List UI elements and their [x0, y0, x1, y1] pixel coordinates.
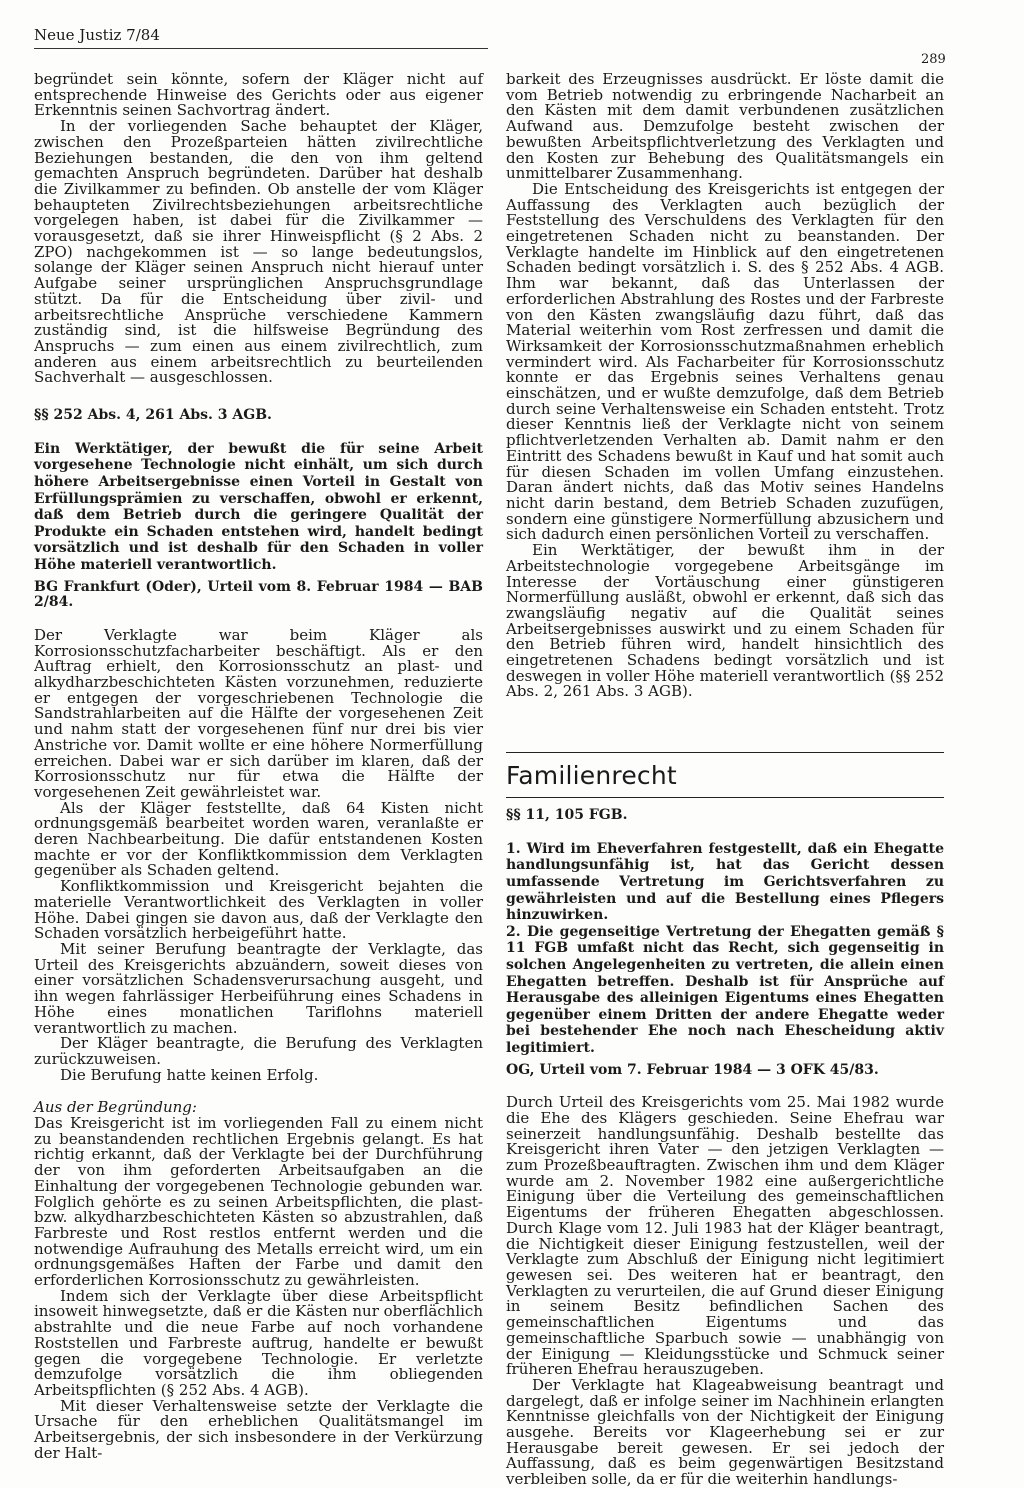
court-citation: BG Frankfurt (Oder), Urteil vom 8. Februar 1984 — BAB 2/84. — [34, 578, 483, 611]
paragraph: begründet sein könnte, sofern der Kläger nicht auf entsprechende Hinweise des Gerichts oder aus eigener Erkenntnis seinen Sachvortrag ändert. — [34, 70, 483, 120]
paragraph: Durch Urteil des Kreisgerichts vom 25. Mai 1982 wurde die Ehe des Klägers geschieden. Seine Ehefrau war seinerzeit handlungsunfähig. Deshalb bestellte das Kreisgericht ihren Vater — den jetzigen Verklagten — zum Prozeßbeauftragten. Zwischen ihm und dem Kläger wurde am 2. November 1982 eine außergerichtliche Einigung über die Verteilung des gemeinschaftlichen Eigentums der früheren Ehegatten abgeschlossen. Durch Klage vom 12. Juli 1983 hat der Kläger beantragt, die Nichtigkeit dieser Einigung festzustellen, weil der Verklagte zum Abschluß der Einigung nicht legitimiert gewesen sei. Des weiteren hat er beantragt, den Verklagten zu verurteilen, die auf Grund dieser Einigung in seinem Besitz befindlichen Sachen des gemeinschaftlichen Eigentums und das gemeinschaftliche Sparbuch sowie — unabhängig von der Einigung — Kleidungsstücke und Schmuck seiner früheren Ehefrau herauszugeben. — [506, 1093, 944, 1379]
paragraph: Der Verklagte hat Klageabweisung beantragt und dargelegt, daß er infolge seiner im Nachhinein erlangten Kenntnisse gleichfalls von der Nichtigkeit der Einigung ausgehe. Bereits vor Klageerhebung sei er zur Herausgabe bereit gewesen. Er sei jedoch der Auffassung, daß es beim gegenwärtigen Besitzstand verbleiben solle, da er für die weiterhin handlungs- — [506, 1375, 944, 1488]
headnote: Ein Werktätiger, der bewußt die für seine Arbeit vorgesehene Technologie nicht einhält, um sich durch höhere Arbeitsergebnisse einen Vorteil in Gestalt von Erfüllungsprämien zu verschaffen, obwohl er erkennt, daß dem Betrieb durch die geringere Qualität der Produkte ein Schaden entstehen wird, handelt bedingt vorsätzlich und ist deshalb für den Schaden in voller Höhe materiell verantwortlich. — [34, 440, 483, 573]
section-heading: §§ 11, 105 FGB. — [506, 807, 628, 824]
right-column — [506, 72, 944, 1488]
header-rule — [34, 48, 488, 49]
left-column — [34, 72, 483, 1461]
journal-header: Neue Justiz 7/84 — [34, 26, 160, 44]
paragraph: Konfliktkommission und Kreisgericht bejahten die materielle Verantwortlichkeit des Verklagten in voller Höhe. Dabei gingen sie davon aus, daß der Verklagte den Schaden vorsätzlich herbeigeführt hatte. — [34, 877, 483, 943]
paragraph: Die Entscheidung des Kreisgerichts ist entgegen der Auffassung des Verklagten auch bezüglich der Feststellung des Verschuldens des Verklagten für den eingetretenen Schaden nicht zu beanstanden. Der Verklagte handelte im Hinblick auf den eingetretenen Schaden bedingt vorsätzlich i. S. des § 252 Abs. 4 AGB. Ihm war bekannt, daß das Unterlassen der erforderlichen Abstrahlung des Rostes und der Farbreste von den Kästen zwangsläufig dazu führt, daß das Material weiterhin vom Rost zerfressen und damit die Wirksamkeit der Korrosionsschutzmaßnahmen erheblich vermindert wird. Als Facharbeiter für Korrosionsschutz konnte er das Ergebnis seines Verhaltens genau einschätzen, und er wußte demzufolge, daß dem Betrieb durch seine Verhaltensweise ein Schaden entsteht. Trotz dieser Kenntnis ließ der Verklagte nicht von seinem pflichtverletzenden Verhalten ab. Damit nahm er den Eintritt des Schadens bewußt in Kauf und hat somit auch für diesen Schaden im vollen Umfang einzustehen. Daran ändert nichts, daß das Motiv seines Handelns nicht darin bestand, dem Betrieb Schaden zuzufügen, sondern eine günstigere Normerfüllung abzusichern und sich dadurch einen persönlichen Vorteil zu verschaffen. — [506, 179, 944, 544]
court-citation: OG, Urteil vom 7. Februar 1984 — 3 OFK 45/83. — [506, 1061, 879, 1078]
paragraph: Indem sich der Verklagte über diese Arbeitspflicht insoweit hinwegsetzte, daß er die Kästen nur oberflächlich abstrahlte und die neue Farbe auf noch vorhandene Roststellen und Farbreste auftrug, handelte er bewußt gegen die vorgegebene Technologie. Er verletzte demzufolge vorsätzlich die ihm obliegenden Arbeitspflichten (§ 252 Abs. 4 AGB). — [34, 1286, 483, 1399]
paragraph: In der vorliegenden Sache behauptet der Kläger, zwischen den Prozeßparteien hätten zivilrechtliche Beziehungen bestanden, die den von ihm geltend gemachten Anspruch begründeten. Darüber hat deshalb die Zivilkammer zu befinden. Ob anstelle der vom Kläger behaupteten Zivilrechtsbeziehungen arbeitsrechtliche vorgelegen haben, ist dabei für die Zivilkammer — vorausgesetzt, daß sie ihrer Hinweispflicht (§ 2 Abs. 2 ZPO) nachgekommen ist — so lange bedeutungslos, solange der Kläger seinen Anspruch nicht hierauf unter Aufgabe seiner ursprünglichen Anspruchsgrundlage stützt. Da für die Entscheidung über zivil- und arbeitsrechtliche Ansprüche verschiedene Kammern zuständig sind, ist die hilfsweise Begründung des Anspruchs — zum einen aus einem zivilrechtlich, zum anderen aus einem arbeitsrechtlich zu beurteilenden Sachverhalt — ausgeschlossen. — [34, 117, 483, 387]
paragraph: Die Berufung hatte keinen Erfolg. — [60, 1065, 319, 1084]
headnote: 1. Wird im Eheverfahren festgestellt, daß ein Ehegatte handlungsunfähig ist, hat das Gericht dessen umfassende Vertretung im Gerichtsverfahren zu gewährleisten und auf die Bestellung eines Pflegers hinzuwirken. — [506, 840, 944, 924]
paragraph: Der Verklagte war beim Kläger als Korrosionsschutzfacharbeiter beschäftigt. Als er den Auftrag erhielt, den Korrosionsschutz an plast- und alkydharzbeschichteten Kästen vorzunehmen, reduzierte er entgegen der vorgeschriebenen Technologie die Sandstrahlarbeiten auf die Hälfte der vorgesehenen Zeit und nahm statt der vorgesehenen fünf nur drei bis vier Anstriche vor. Damit wollte er eine höhere Normerfüllung erreichen. Dabei war er sich darüber im klaren, daß der Korrosionsschutz nur für etwa die Hälfte der vorgesehenen Zeit gewährleistet war. — [34, 625, 483, 801]
section-heading: §§ 252 Abs. 4, 261 Abs. 3 AGB. — [34, 407, 272, 424]
section-title: Familienrecht — [506, 761, 677, 791]
headnote: 2. Die gegenseitige Vertretung der Ehegatten gemäß § 11 FGB umfaßt nicht das Recht, sich gegenseitig in solchen Angelegenheiten zu vertreten, die allein einen Ehegatten betreffen. Deshalb ist für Ansprüche auf Herausgabe des alleinigen Eigentums eines Ehegatten gegenüber einem Dritten der andere Ehegatte weder bei bestehender Ehe noch nach Ehescheidung aktiv legitimiert. — [506, 923, 944, 1056]
reasons-heading: Aus der Begründung: — [34, 1098, 197, 1117]
paragraph: Mit dieser Verhaltensweise setzte der Verklagte die Ursache für den erheblichen Qualitätsmangel im Arbeitsergebnis, der sich insbesondere in der Verkürzung der Halt- — [34, 1396, 483, 1462]
paragraph: Der Kläger beantragte, die Berufung des Verklagten zurückzuweisen. — [34, 1034, 483, 1068]
paragraph: Das Kreisgericht ist im vorliegenden Fall zu einem nicht zu beanstandenden rechtlichen Ergebnis gelangt. Es hat richtig erkannt, daß der Verklagte bei der Durchführung der von ihm geforderten Arbeitsaufgaben an die Einhaltung der vorgegebenen Technologie gebunden war. Folglich gehörte es zu seinen Arbeitspflichten, die plast- bzw. alkydharzbeschichteten Kästen so abzustrahlen, daß Farbreste und Rost restlos entfernt werden und die notwendige Aufrauhung des Metalls erreicht wird, um ein ordnungsgemäßes Haften der Farbe und damit den erforderlichen Korrosionsschutz zu gewährleisten. — [34, 1114, 483, 1290]
page-number: 289 — [921, 52, 946, 67]
paragraph: Mit seiner Berufung beantragte der Verklagte, das Urteil des Kreisgerichts abzuändern, soweit dieses von einer vorsätzlichen Schadensverursachung ausgeht, und ihn wegen fahrlässiger Herbeiführung eines Schadens in Höhe eines monatlichen Tariflohns materiell verantwortlich zu machen. — [34, 939, 483, 1037]
paragraph: Als der Kläger feststellte, daß 64 Kisten nicht ordnungsgemäß bearbeitet worden waren, veranlaßte er deren Nachbearbeitung. Die dafür entstandenen Kosten machte er vor der Konfliktkommission dem Verklagten gegenüber als Schaden geltend. — [34, 798, 483, 880]
paragraph: barkeit des Erzeugnisses ausdrückt. Er löste damit die vom Betrieb notwendig zu erbringende Nacharbeit an den Kästen mit dem damit verbundenen zusätzlichen Aufwand aus. Demzufolge besteht zwischen der bewußten Arbeitspflichtverletzung des Verklagten und den Kosten zur Behebung des Qualitätsmangels ein unmittelbarer Zusammenhang. — [506, 70, 944, 183]
paragraph: Ein Werktätiger, der bewußt ihm in der Arbeitstechnologie vorgegebene Arbeitsgänge im Interesse der Vortäuschung einer günstigeren Normerfüllung ausläßt, obwohl er erkennt, daß sich das zwangsläufig negativ auf die Qualität seines Arbeitsergebnisses auswirkt und zu einem Schaden für den Betrieb führen wird, handelt hinsichtlich des eingetretenen Schadens bedingt vorsätzlich und ist deswegen in voller Höhe materiell verantwortlich (§§ 252 Abs. 2, 261 Abs. 3 AGB). — [506, 541, 944, 701]
